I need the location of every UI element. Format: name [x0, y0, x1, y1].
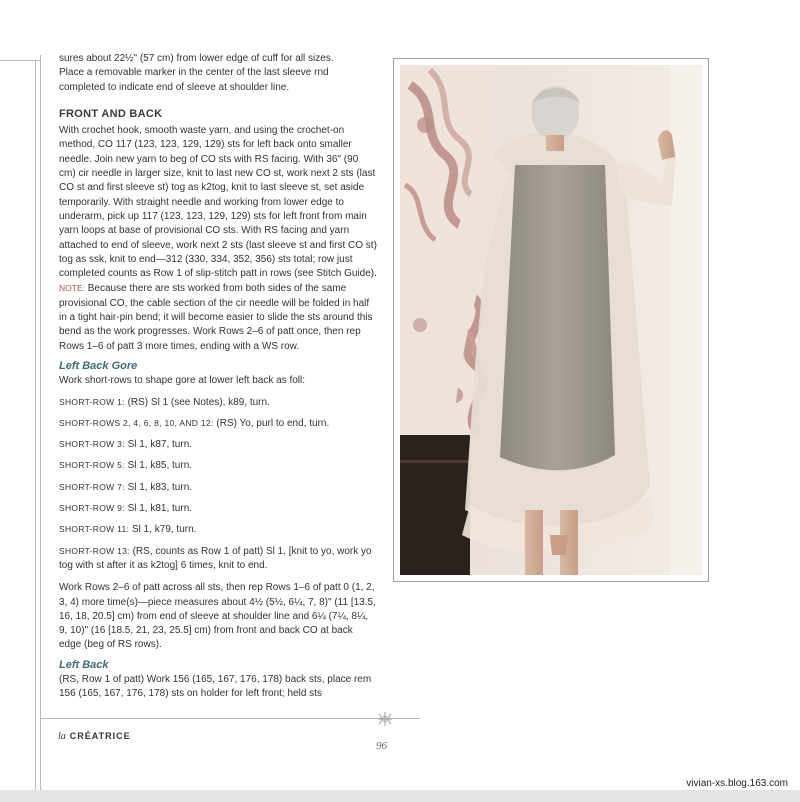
short-row-item — [59, 480, 377, 495]
short-row-item — [59, 395, 377, 410]
short-row-item — [59, 501, 377, 516]
intro-line-1: sures about 22½" (57 cm) from lower edge of cuff for all sizes. — [59, 53, 334, 64]
short-row-label: SHORT-ROWS 2, 4, 6, 8, 10, AND 12: — [59, 417, 214, 428]
bottom-strip — [0, 790, 800, 802]
short-row-item — [59, 458, 377, 473]
intro-line-2: Place a removable marker in the center of the last sleeve rnd — [59, 67, 329, 79]
note-text: Because there are sts worked from both sides of the same provisional CO, the cable section of the cir needle will be folded in half in a tight hair-pin bend; it will become easier to slide the sts around this bend as the work progresses. Work Rows 2–6 of patt once, then rep Rows 1–6 of patt 3 more times, ending with a WS row. — [59, 283, 373, 352]
model-photo — [400, 65, 702, 575]
article-body — [59, 52, 377, 702]
frame-line-left-outer — [35, 60, 36, 790]
left-back-text: (RS, Row 1 of patt) Work 156 (165, 167, 176, 178) back sts, place rem 156 (165, 167, 176, 178) sts on holder for left front; held sts — [59, 673, 372, 700]
short-row-label: SHORT-ROW 13: — [59, 545, 130, 556]
gore-intro: Work short-rows to shape gore at lower left back as foll: — [59, 375, 306, 387]
short-row-label: SHORT-ROW 11: — [59, 524, 130, 535]
short-row-item — [59, 544, 377, 574]
intro-line-3: completed to indicate end of sleeve at shoulder line. — [59, 81, 290, 93]
note-label: NOTE: — [59, 283, 85, 294]
short-row-label: SHORT-ROW 7: — [59, 481, 125, 492]
paragraph-front-back — [59, 124, 377, 354]
short-row-text: Sl 1, k83, turn. — [127, 481, 193, 493]
short-row-text: (RS, counts as Row 1 of patt) Sl 1, [knit to yo, work yo tog with st after it as k2tog] 6 times, knit to end. — [59, 545, 372, 571]
short-row-text: Sl 1, k87, turn. — [127, 439, 193, 451]
brand-prefix: la — [58, 731, 66, 742]
frame-line-left-inner — [40, 55, 41, 790]
page-number: 96 — [376, 740, 387, 752]
short-row-label: SHORT-ROW 5: — [59, 460, 125, 471]
section-heading-front-back: FRONT AND BACK — [59, 107, 163, 120]
short-row-item — [59, 522, 377, 537]
photo-illustration — [400, 65, 702, 575]
brand-name: CRÉATRICE — [69, 731, 131, 741]
paragraph-text: With crochet hook, smooth waste yarn, and using the crochet-on method, CO 117 (123, 123, 129, 129) sts for left back onto smaller needle. Join new yarn to beg of CO sts with RS facing. With 36" (90 cm) cir needle in larger size, knit to last new CO st, work next 2 sts (last CO st and first sleeve st) tog as k2tog, knit to last sleeve st, set aside temporarily. With straight needle and working from lower edge to underarm, pick up 117 (123, 123, 129, 129) sts for left front from main yarn loops at base of provisional CO sts. With RS facing and yarn attached to end of sleeve, work next 2 sts (last sleeve st and first CO st) tog as ssk, knit to end—312 (330, 334, 352, 356) sts total; row just completed counts as Row 1 of slip-stitch patt in rows (see Stitch Guide). — [59, 125, 377, 280]
short-row-label: SHORT-ROW 9: — [59, 503, 125, 514]
short-row-label: SHORT-ROW 3: — [59, 439, 125, 450]
short-row-text: (RS) Sl 1 (see Notes), k89, turn. — [127, 396, 270, 408]
short-row-label: SHORT-ROW 1: — [59, 396, 125, 407]
fleur-ornament-icon — [374, 711, 396, 727]
frame-line-top — [0, 60, 41, 61]
short-row-text: (RS) Yo, purl to end, turn. — [216, 417, 330, 429]
short-row-text: Sl 1, k79, turn. — [131, 524, 197, 536]
short-row-text: Sl 1, k85, turn. — [127, 460, 193, 472]
short-row-text: Sl 1, k81, turn. — [127, 503, 193, 515]
magazine-brand — [58, 731, 131, 742]
paragraph-after-short-rows: Work Rows 2–6 of patt across all sts, then rep Rows 1–6 of patt 0 (1, 2, 3, 4) more time(s)—piece measures about 4½ (5½, 6¼, 7, 8)" (11 [13.5, 16, 18, 20.5] cm) from end of sleeve at shoulder line and 6¼ (7¼, 8¼, 9, 10)" (16 [18.5, 21, 23, 25.5] cm) from front and back CO at back edge (beg of RS rows). — [59, 582, 376, 651]
footer-rule — [40, 718, 420, 719]
sub-heading-left-back-gore: Left Back Gore — [59, 359, 138, 372]
sub-heading-left-back: Left Back — [59, 658, 109, 671]
watermark-text: vivian-xs.blog.163.com — [686, 778, 788, 789]
short-row-item — [59, 437, 377, 452]
short-row-item — [59, 416, 377, 431]
